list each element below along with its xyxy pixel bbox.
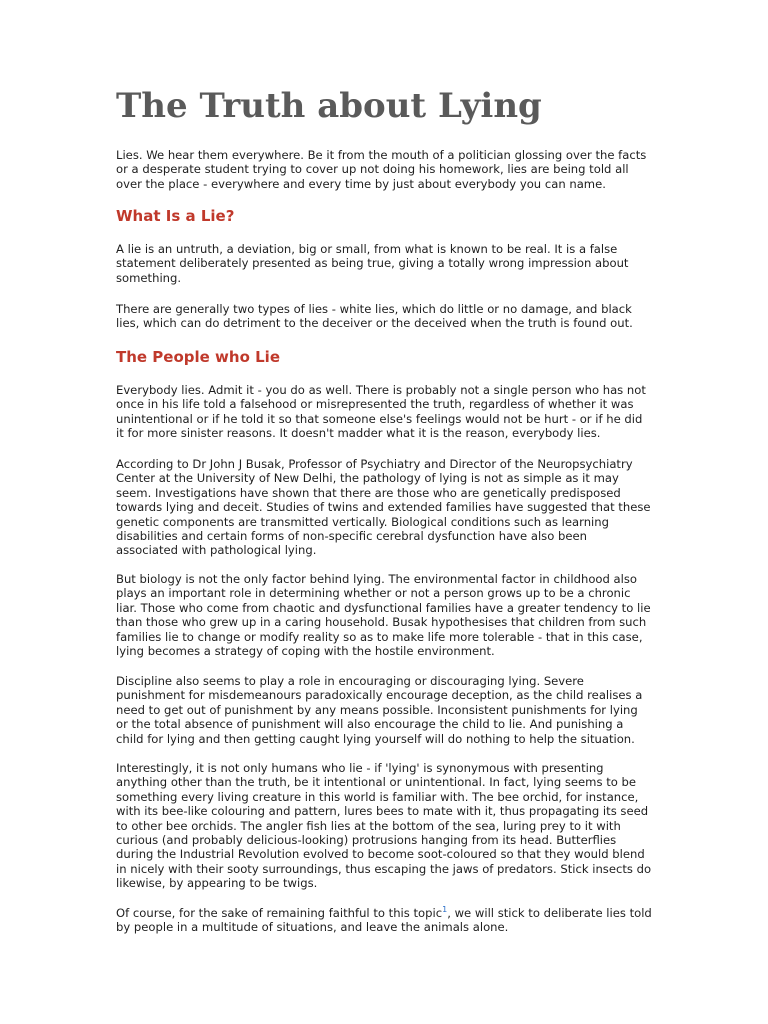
paragraph-environmental-factor: But biology is not the only factor behind lying. The environmental factor in childhood also plays an important role in determining whether or not a person grows up to be a chronic liar. Those who come from chaotic and dysfunctional families have a greater tendency to lie than those who grew up in a caring household. Busak hypothesises that children from such families lie to change or modify reality so as to make life more tolerable - that in this case, lying becomes a strategy of coping with the hostile environment. — [116, 572, 651, 659]
paragraph-discipline: Discipline also seems to play a role in encouraging or discouraging lying. Severe punishment for misdemeanours paradoxically encourage deception, as the child realises a need to get out of punishment by any means possible. Inconsistent punishments for lying or the total absence of punishment will also encourage the child to lie. And punishing a child for lying and then getting caught lying yourself will do nothing to help the situation. — [116, 674, 643, 746]
section-heading-people-who-lie: The People who Lie — [116, 348, 280, 366]
paragraph-types-of-lies: There are generally two types of lies - white lies, which do little or no damage, and black lies, which can do detriment to the deceiver or the deceived when the truth is found out. — [116, 302, 633, 331]
section-heading-what-is-a-lie: What Is a Lie? — [116, 207, 235, 225]
paragraph-busak-research: According to Dr John J Busak, Professor of Psychiatry and Director of the Neuropsychiatry Center at the University of New Delhi, the pathology of lying is not as simple as it may seem. Investigations have shown that there are those who are genetically predisposed towards lying and deceit. Studies of twins and extended families have suggested that these genetic components are transmitted vertically. Biological conditions such as learning disabilities and certain forms of non-specific cerebral dysfunction have also been associated with pathological lying. — [116, 457, 651, 558]
paragraph-animals-lie: Interestingly, it is not only humans who lie - if 'lying' is synonymous with presenting anything other than the truth, be it intentional or unintentional. In fact, lying seems to be something every living creature in this world is familiar with. The bee orchid, for instance, with its bee-like colouring and pattern, lures bees to mate with it, thus propagating its seed to other bee orchids. The angler fish lies at the bottom of the sea, luring prey to it with curious (and probably delicious-looking) protrusions hanging from its head. Butterflies during the Industrial Revolution evolved to become soot-coloured so that they would blend in nicely with their sooty surroundings, thus escaping the jaws of predators. Stick insects do likewise, by appearing to be twigs. — [116, 761, 652, 891]
paragraph-lie-definition: A lie is an untruth, a deviation, big or small, from what is known to be real. It is a false statement deliberately presented as being true, giving a totally wrong impression about something. — [116, 242, 629, 285]
paragraph-closing — [116, 906, 652, 935]
document-title: The Truth about Lying — [116, 86, 542, 126]
footnote-marker[interactable]: 1 — [442, 905, 448, 915]
intro-paragraph: Lies. We hear them everywhere. Be it from the mouth of a politician glossing over the facts or a desperate student trying to cover up not doing his homework, lies are being told all over the place - everywhere and every time by just about everybody you can name. — [116, 148, 647, 191]
closing-text-start: Of course, for the sake of remaining faithful to this topic — [116, 906, 443, 920]
paragraph-everybody-lies: Everybody lies. Admit it - you do as well. There is probably not a single person who has not once in his life told a falsehood or misrepresented the truth, regardless of whether it was unintentional or if he told it so that someone else's feelings would not be hurt - or if he did it for more sinister reasons. It doesn't madder what it is the reason, everybody lies. — [116, 383, 646, 441]
closing-text-end: , we will stick to deliberate lies told by people in a multitude of situations, and leave the animals alone. — [116, 906, 652, 935]
